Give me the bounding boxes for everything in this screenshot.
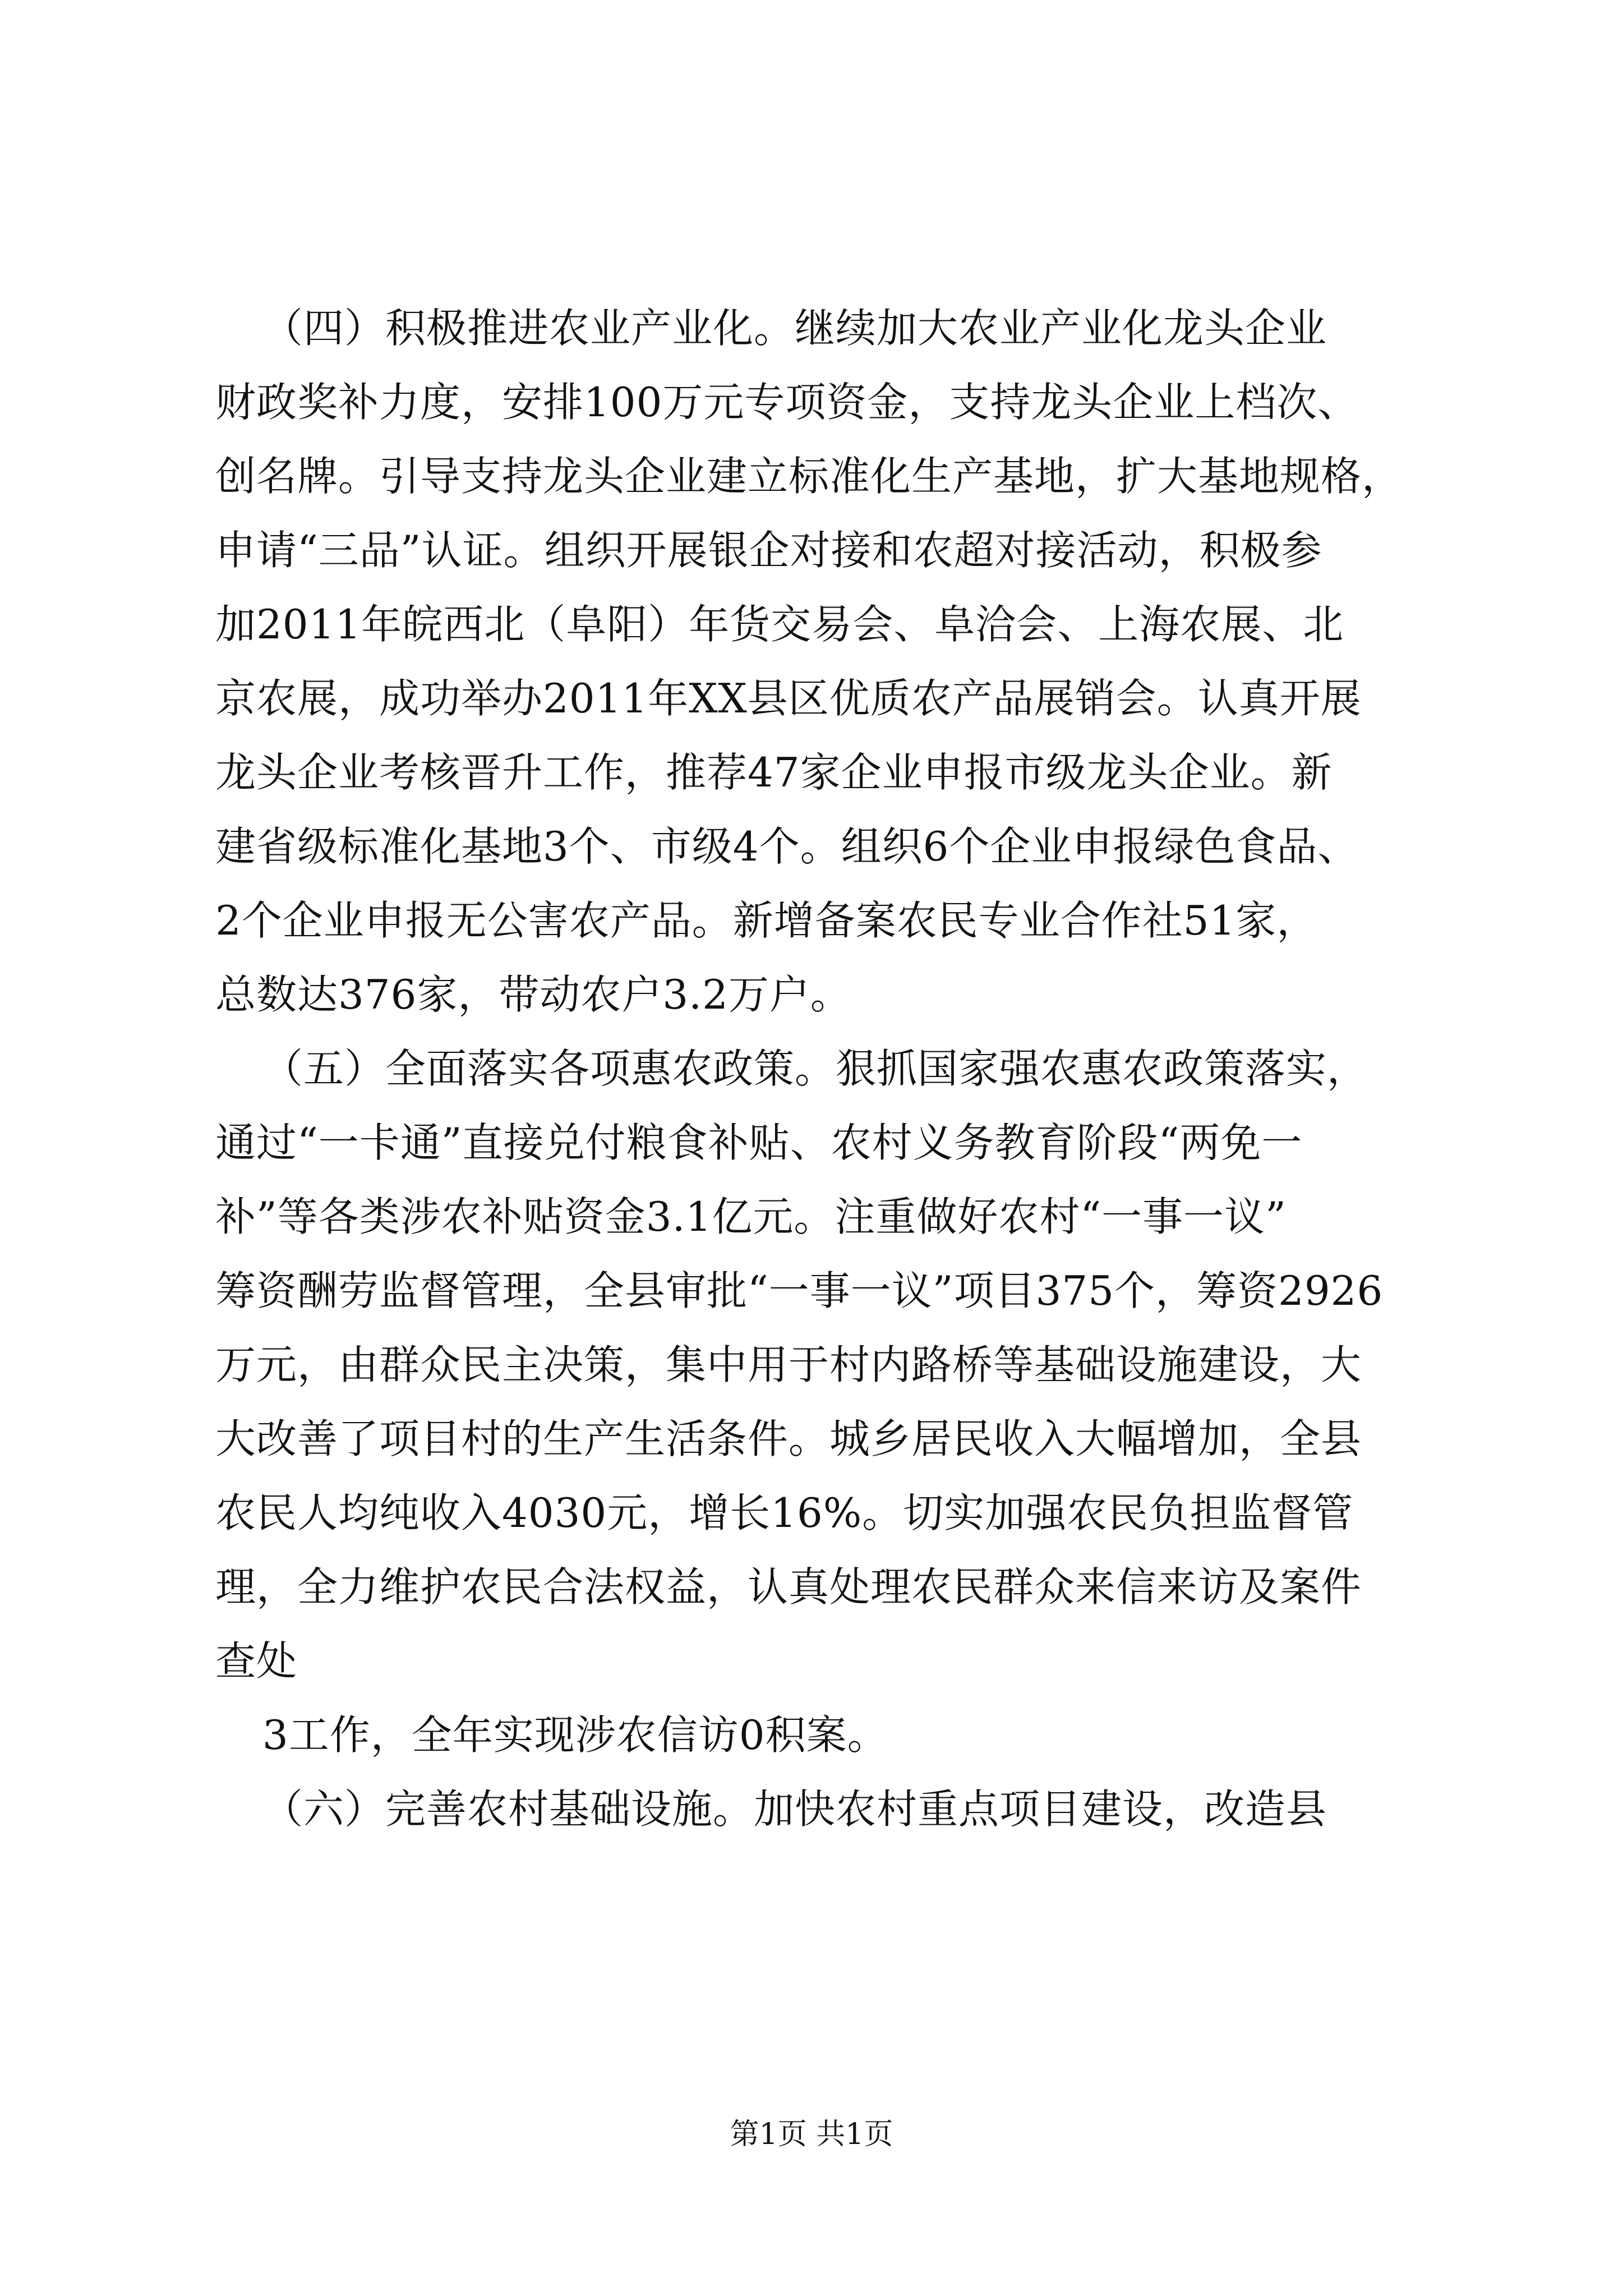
paragraph-4-line-9: 2个企业申报无公害农产品。新增备案农民专业合作社51家，	[215, 897, 1318, 944]
paragraph-5-line-8: 理，全力维护农民合法权益，认真处理农民群众来信来访及案件	[215, 1563, 1362, 1611]
paragraph-5-line-5: 万元，由群众民主决策，集中用于村内路桥等基础设施建设，大	[215, 1341, 1362, 1388]
paragraph-5-line-1: （五）全面落实各项惠农政策。狠抓国家强农惠农政策落实，	[262, 1045, 1368, 1092]
page-number-footer: 第1页 共1页	[730, 2118, 893, 2151]
paragraph-4-line-2: 财政奖补力度，安排100万元专项资金，支持龙头企业上档次、	[215, 379, 1359, 426]
paragraph-4-line-7: 龙头企业考核晋升工作，推荐47家企业申报市级龙头企业。新	[215, 749, 1332, 796]
paragraph-5-continuation: 3工作，全年实现涉农信访0积案。	[262, 1711, 888, 1759]
paragraph-5-line-7: 农民人均纯收入4030元，增长16%。切实加强农民负担监督管	[215, 1489, 1354, 1536]
paragraph-5-line-3: 补”等各类涉农补贴资金3.1亿元。注重做好农村“一事一议”	[215, 1193, 1287, 1240]
paragraph-4-line-6: 京农展，成功举办2011年XX县区优质农产品展销会。认真开展	[215, 675, 1362, 722]
paragraph-4-line-8: 建省级标准化基地3个、市级4个。组织6个企业申报绿色食品、	[215, 823, 1359, 870]
paragraph-6-line-1: （六）完善农村基础设施。加快农村重点项目建设，改造县	[262, 1786, 1327, 1833]
paragraph-5-line-6: 大改善了项目村的生产生活条件。城乡居民收入大幅增加，全县	[215, 1415, 1362, 1462]
paragraph-5-line-9: 查处	[215, 1637, 298, 1685]
paragraph-4-line-3: 创名牌。引导支持龙头企业建立标准化生产基地，扩大基地规格，	[215, 453, 1403, 500]
paragraph-4-line-1: （四）积极推进农业产业化。继续加大农业产业化龙头企业	[262, 305, 1327, 352]
paragraph-4-line-5: 加2011年皖西北（阜阳）年货交易会、阜洽会、上海农展、北	[215, 601, 1344, 648]
paragraph-5-line-2: 通过“一卡通”直接兑付粮食补贴、农村义务教育阶段“两免一	[215, 1119, 1303, 1166]
paragraph-4-line-10: 总数达376家，带动农户3.2万户。	[215, 971, 851, 1018]
paragraph-4-line-4: 申请“三品”认证。组织开展银企对接和农超对接活动，积极参	[215, 527, 1322, 574]
paragraph-5-line-4: 筹资酬劳监督管理，全县审批“一事一议”项目375个，筹资2926	[215, 1267, 1384, 1314]
